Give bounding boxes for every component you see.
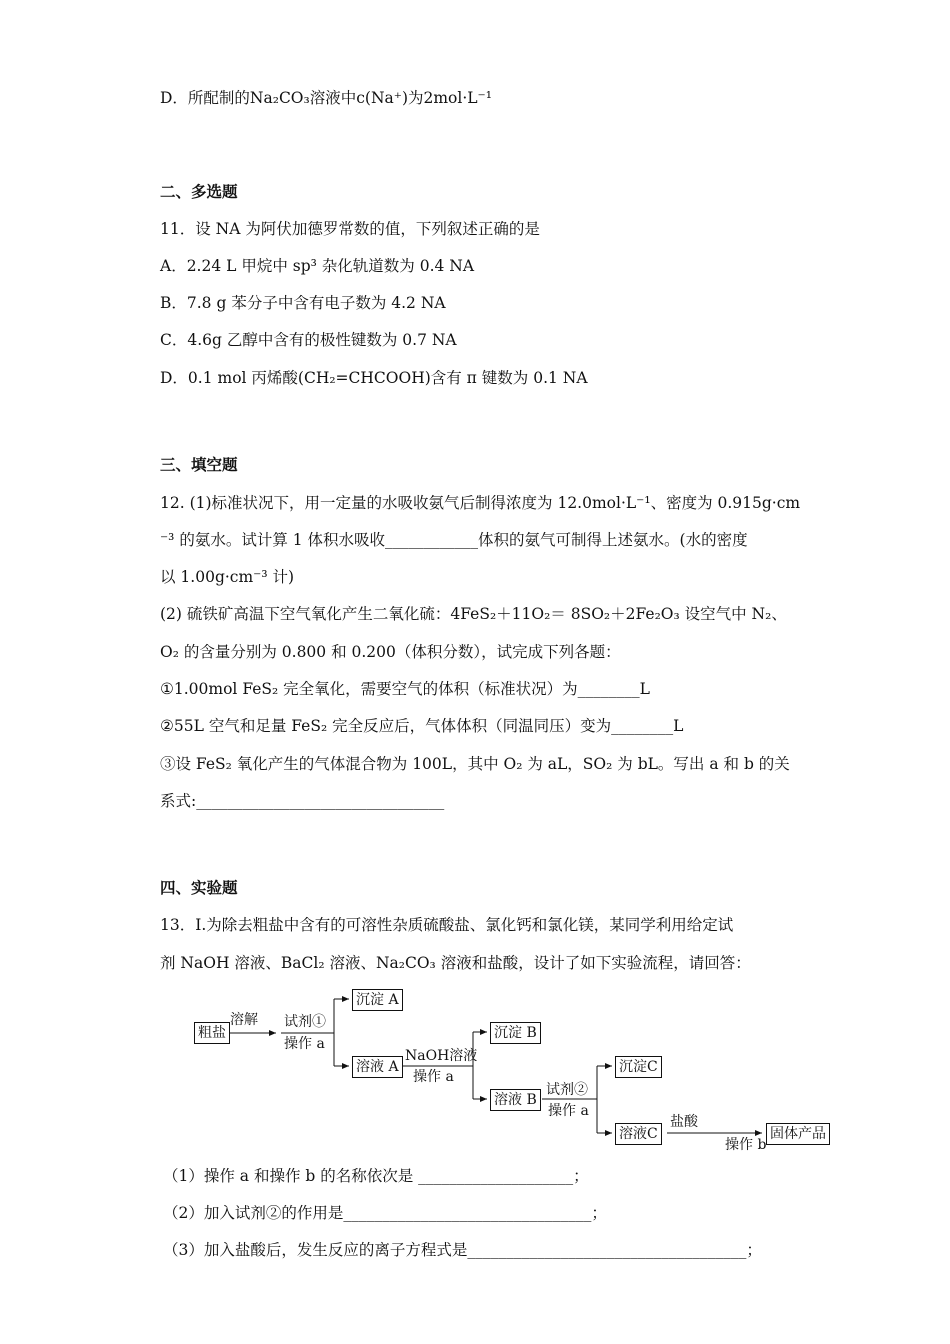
question-13-sub-3: （3）加入盐酸后，发生反应的离子方程式是____________________________________； bbox=[163, 1241, 762, 1259]
operation-a-label-2: 操作 a bbox=[413, 1069, 454, 1085]
question-12-line-4: (2) 硫铁矿高温下空气氧化产生二氧化硫：4FeS₂＋11O₂＝ 8SO₂＋2Fe₂O₃ 设空气中 N₂、 bbox=[160, 605, 787, 623]
reagent-1-label: 试剂① bbox=[284, 1014, 326, 1030]
question-11-stem: 11．设 NA 为阿伏加德罗常数的值，下列叙述正确的是 bbox=[160, 220, 540, 238]
question-12-line-1: 12. (1)标准状况下，用一定量的水吸收氨气后制得浓度为 12.0mol·L⁻¹、密度为 0.915g·cm bbox=[160, 494, 801, 512]
dissolve-label: 溶解 bbox=[230, 1012, 258, 1028]
section-heading-experiment: 四、实验题 bbox=[160, 878, 238, 897]
question-12-part-2: ②55L 空气和足量 FeS₂ 完全反应后，气体体积（同温同压）变为________L bbox=[160, 717, 684, 735]
question-11-option-c: C．4.6g 乙醇中含有的极性键数为 0.7 NA bbox=[160, 331, 457, 349]
precipitate-c-box: 沉淀C bbox=[615, 1056, 662, 1078]
question-12-line-5: O₂ 的含量分别为 0.800 和 0.200（体积分数），试完成下列各题： bbox=[160, 643, 621, 661]
solution-c-box: 溶液C bbox=[615, 1123, 662, 1145]
solution-a-box: 溶液 A bbox=[352, 1056, 403, 1078]
question-12-line-3: 以 1.00g·cm⁻³ 计) bbox=[160, 568, 295, 586]
question-12-line-2: ⁻³ 的氨水。试计算 1 体积水吸收____________体积的氨气可制得上述氨水。(水的密度 bbox=[160, 531, 748, 549]
reagent-2-label: 试剂② bbox=[546, 1082, 588, 1098]
precipitate-b-box: 沉淀 B bbox=[490, 1022, 541, 1044]
question-13-line-1: 13．Ⅰ.为除去粗盐中含有的可溶性杂质硫酸盐、氯化钙和氯化镁，某同学利用给定试 bbox=[160, 916, 734, 934]
question-13-line-2: 剂 NaOH 溶液、BaCl₂ 溶液、Na₂CO₃ 溶液和盐酸，设计了如下实验流程，请回答： bbox=[160, 954, 751, 972]
option-d-text: D．所配制的Na₂CO₃溶液中c(Na⁺)为2mol·L⁻¹ bbox=[160, 89, 492, 107]
question-12-part-3-cont: 系式:________________________________ bbox=[160, 792, 445, 810]
question-13-sub-1: （1）操作 a 和操作 b 的名称依次是 ____________________； bbox=[163, 1167, 589, 1185]
solid-product-box: 固体产品 bbox=[766, 1123, 830, 1145]
hydrochloric-acid-label: 盐酸 bbox=[670, 1114, 698, 1130]
crude-salt-box: 粗盐 bbox=[194, 1022, 230, 1044]
question-11-option-d: D．0.1 mol 丙烯酸(CH₂=CHCOOH)含有 π 键数为 0.1 NA bbox=[160, 369, 588, 387]
question-11-option-b: B．7.8 g 苯分子中含有电子数为 4.2 NA bbox=[160, 294, 446, 312]
question-11-option-a: A．2.24 L 甲烷中 sp³ 杂化轨道数为 0.4 NA bbox=[160, 257, 475, 275]
naoh-solution-label: NaOH溶液 bbox=[405, 1048, 478, 1064]
section-heading-fill-blank: 三、填空题 bbox=[160, 455, 238, 474]
operation-a-label-3: 操作 a bbox=[548, 1103, 589, 1119]
solution-b-box: 溶液 B bbox=[490, 1089, 541, 1111]
question-13-sub-2: （2）加入试剂②的作用是________________________________； bbox=[163, 1204, 607, 1222]
question-12-part-1: ①1.00mol FeS₂ 完全氧化，需要空气的体积（标准状况）为________L bbox=[160, 680, 650, 698]
precipitate-a-box: 沉淀 A bbox=[352, 989, 403, 1011]
question-12-part-3: ③设 FeS₂ 氧化产生的气体混合物为 100L，其中 O₂ 为 aL，SO₂ 为 bL。写出 a 和 b 的关 bbox=[160, 755, 790, 773]
operation-b-label: 操作 b bbox=[725, 1137, 767, 1153]
operation-a-label-1: 操作 a bbox=[284, 1036, 325, 1052]
section-heading-multi-choice: 二、多选题 bbox=[160, 182, 238, 201]
